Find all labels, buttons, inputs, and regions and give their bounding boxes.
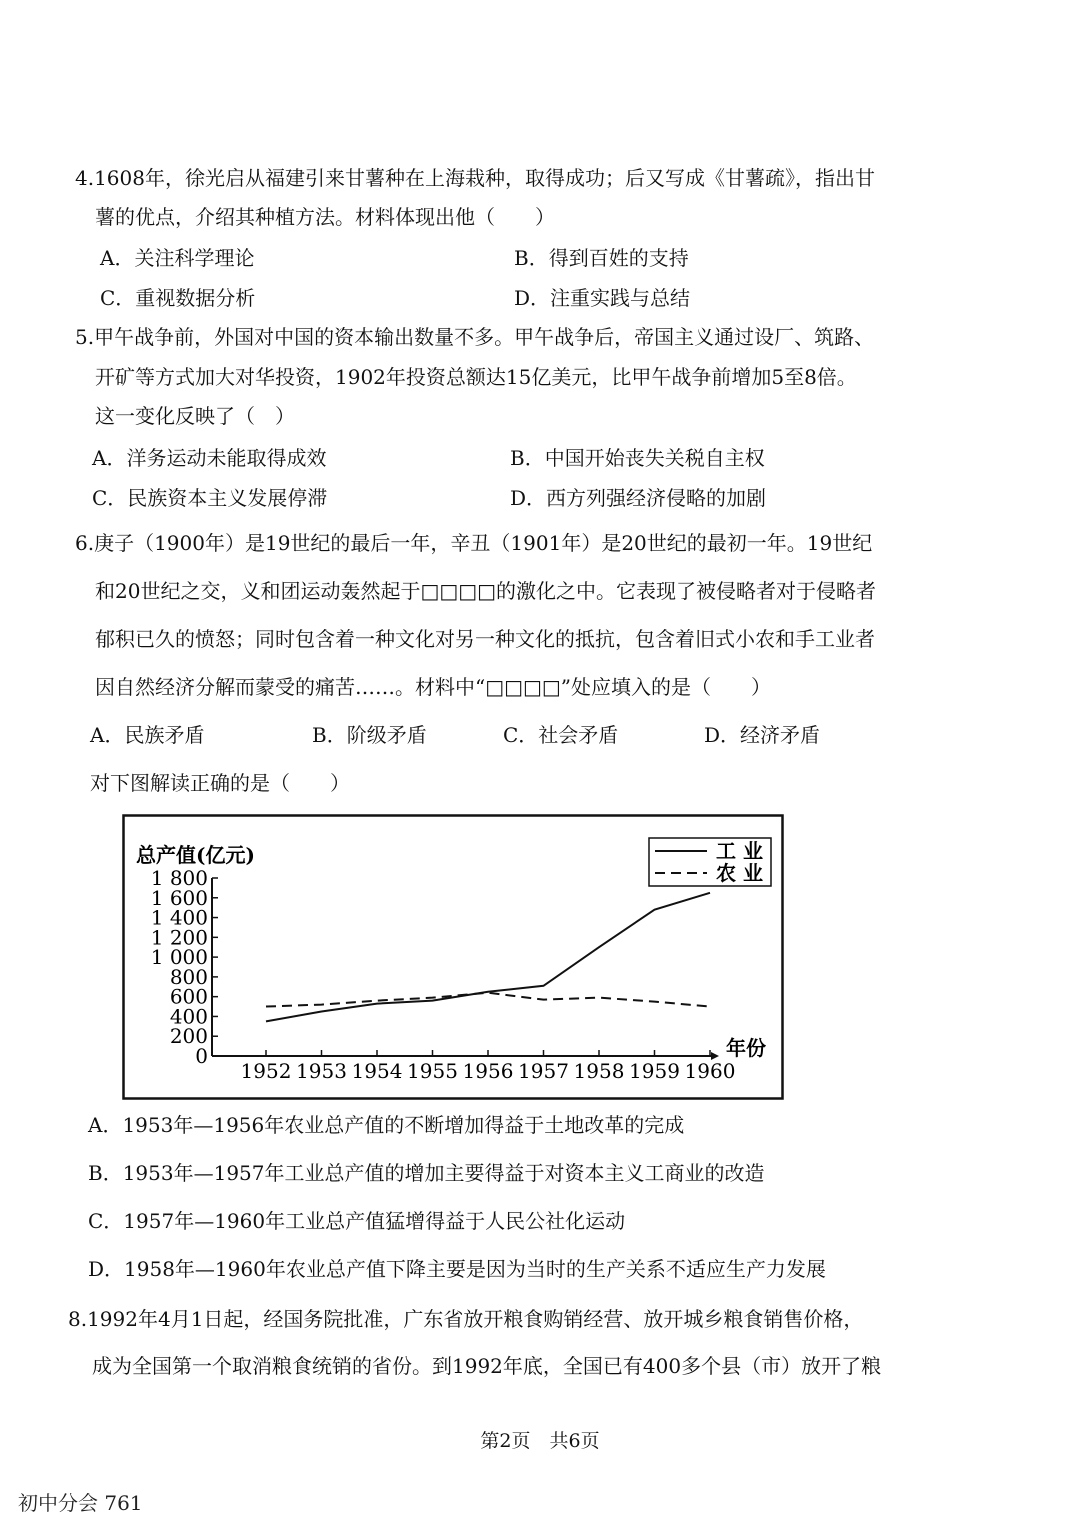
- q4-option-d: D．注重实践与总结: [514, 286, 691, 310]
- q5-stem-line2: 开矿等方式加大对华投资，1902年投资总额达15亿美元，比甲午战争前增加5至8倍。: [95, 365, 857, 389]
- y-tick-label: 1 600: [150, 885, 208, 910]
- watermark-text: 初中分会 761: [18, 1491, 143, 1515]
- y-tick-label: 200: [169, 1024, 208, 1049]
- q7-option-c: C．1957年—1960年工业总产值猛增得益于人民公社化运动: [88, 1209, 626, 1233]
- q5-option-c: C．民族资本主义发展停滞: [92, 486, 328, 510]
- q4-stem-line1: 4.1608年，徐光启从福建引来甘薯种在上海栽种，取得成功；后又写成《甘薯疏》，指出甘: [75, 166, 875, 190]
- legend-label: 农 业: [716, 861, 763, 885]
- q4-option-b: B．得到百姓的支持: [514, 246, 689, 270]
- x-tick-label: 1959: [629, 1059, 680, 1083]
- q4-option-c: C．重视数据分析: [100, 286, 256, 310]
- x-tick-label: 1958: [573, 1059, 625, 1083]
- q5-option-b: B．中国开始丧失关税自主权: [510, 446, 765, 470]
- q5-stem-line3: 这一变化反映了（ ）: [95, 404, 295, 428]
- y-axis-label: 总产值(亿元): [136, 843, 255, 867]
- q5-stem-line1: 5.甲午战争前，外国对中国的资本输出数量不多。甲午战争后，帝国主义通过设厂、筑路、: [75, 325, 875, 349]
- q7-option-d: D．1958年—1960年农业总产值下降主要是因为当时的生产关系不适应生产力发展: [88, 1257, 826, 1281]
- x-tick-label: 1960: [684, 1059, 736, 1083]
- y-tick-label: 1 400: [150, 905, 208, 930]
- q6-stem-line4: 因自然经济分解而蒙受的痛苦……。材料中“□□□□”处应填入的是（ ）: [95, 675, 772, 699]
- q4-option-a: A．关注科学理论: [100, 246, 255, 270]
- q6-option-a: A．民族矛盾: [90, 723, 205, 747]
- q7-option-a: A．1953年—1956年农业总产值的不断增加得益于土地改革的完成: [88, 1113, 685, 1137]
- page-footer: 第2页 共6页: [480, 1430, 600, 1452]
- chart-legend: [649, 838, 771, 886]
- x-axis-label: 年份: [726, 1036, 766, 1060]
- q4-stem-line2: 薯的优点，介绍其种植方法。材料体现出他（ ）: [95, 205, 555, 229]
- q6-option-b: B．阶级矛盾: [312, 723, 427, 747]
- q6-option-d: D．经济矛盾: [704, 723, 821, 747]
- q7-option-b: B．1953年—1957年工业总产值的增加主要得益于对资本主义工商业的改造: [88, 1161, 765, 1185]
- x-tick-label: 1952: [240, 1059, 292, 1083]
- y-tick-label: 1 000: [150, 945, 208, 970]
- output-value-line-chart: [122, 814, 784, 1100]
- q6-stem-line2: 和20世纪之交，义和团运动轰然起于□□□□的激化之中。它表现了被侵略者对于侵略者: [95, 579, 877, 603]
- q6-option-c: C．社会矛盾: [503, 723, 619, 747]
- y-tick-label: 1 200: [150, 925, 208, 950]
- q8-stem-line2: 成为全国第一个取消粮食统销的省份。到1992年底，全国已有400多个县（市）放开了粮: [92, 1354, 882, 1378]
- x-tick-label: 1956: [462, 1059, 514, 1083]
- y-tick-label: 600: [169, 984, 208, 1009]
- y-tick-label: 400: [169, 1004, 208, 1029]
- q7-stem: 对下图解读正确的是（ ）: [90, 771, 350, 795]
- q5-option-a: A．洋务运动未能取得成效: [92, 446, 327, 470]
- legend-label: 工 业: [716, 839, 763, 863]
- x-tick-label: 1954: [351, 1059, 403, 1083]
- x-tick-label: 1957: [518, 1059, 569, 1083]
- q6-stem-line1: 6.庚子（1900年）是19世纪的最后一年，辛丑（1901年）是20世纪的最初一年。19世纪: [75, 531, 873, 555]
- x-tick-label: 1955: [407, 1059, 458, 1083]
- x-tick-label: 1953: [296, 1059, 347, 1083]
- y-tick-label: 0: [195, 1044, 208, 1068]
- q6-stem-line3: 郁积已久的愤怒；同时包含着一种文化对另一种文化的抵抗，包含着旧式小农和手工业者: [95, 627, 875, 651]
- q5-option-d: D．西方列强经济侵略的加剧: [510, 486, 767, 510]
- y-tick-label: 1 800: [150, 866, 208, 890]
- y-tick-label: 800: [169, 964, 208, 989]
- q8-stem-line1: 8.1992年4月1日起，经国务院批准，广东省放开粮食购销经营、放开城乡粮食销售价格，: [68, 1307, 864, 1331]
